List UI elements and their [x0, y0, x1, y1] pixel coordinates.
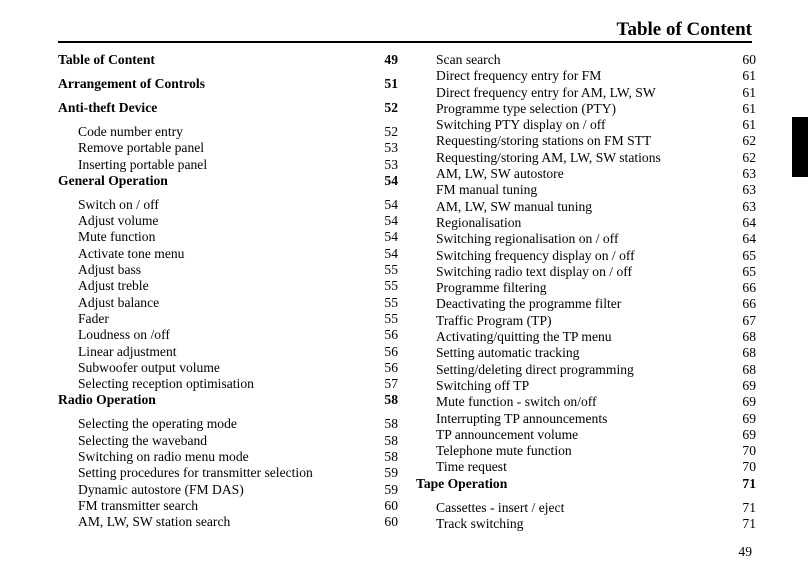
toc-entry	[416, 296, 756, 312]
toc-entry-label: Selecting reception optimisation	[78, 376, 254, 392]
toc-entry-page: 63	[742, 198, 756, 214]
toc-entry	[416, 85, 756, 101]
toc-entry	[58, 482, 398, 498]
toc-entry-page: 60	[742, 52, 756, 67]
toc-entry-page: 64	[742, 214, 756, 230]
toc-entry-page: 63	[742, 182, 756, 198]
toc-entry-label: Track switching	[436, 516, 524, 532]
toc-entry	[58, 262, 398, 278]
toc-entry-page: 64	[742, 231, 756, 247]
toc-section-heading	[58, 52, 398, 76]
page-number: 49	[738, 544, 752, 559]
toc-entry-label: TP announcement volume	[436, 426, 579, 442]
toc-section-heading	[58, 173, 398, 197]
toc-entry	[58, 327, 398, 343]
toc-entry-page: 65	[742, 247, 756, 263]
toc-entry-label: Cassettes - insert / eject	[436, 499, 565, 515]
toc-entry-label: Programme type selection (PTY)	[436, 100, 617, 116]
toc-entry-page: 68	[742, 361, 756, 377]
title-divider	[58, 41, 752, 43]
toc-entry-label: Switching radio text display on / off	[436, 263, 633, 279]
toc-entry-page: 54	[384, 245, 398, 261]
toc-entry-page: 71	[742, 475, 756, 491]
toc-entry-page: 54	[384, 213, 398, 229]
toc-section-heading	[58, 392, 398, 416]
toc-section-heading	[416, 476, 756, 500]
toc-entry	[58, 157, 398, 173]
toc-entry	[416, 248, 756, 264]
toc-entry-page: 68	[742, 329, 756, 345]
toc-entry-page: 66	[742, 280, 756, 296]
toc-entry-page: 61	[742, 68, 756, 84]
toc-entry-page: 62	[742, 133, 756, 149]
toc-entry	[416, 101, 756, 117]
toc-entry-label: Telephone mute function	[436, 443, 572, 459]
toc-entry-page: 49	[384, 52, 398, 67]
toc-entry-page: 53	[384, 156, 398, 172]
toc-entry-label: Activating/quitting the TP menu	[436, 329, 612, 345]
toc-entry-label: Switching on radio menu mode	[78, 449, 249, 465]
toc-entry-page: 55	[384, 310, 398, 326]
toc-entry-label: Selecting the operating mode	[78, 416, 237, 432]
toc-entry	[416, 133, 756, 149]
toc-entry	[416, 394, 756, 410]
toc-entry-page: 55	[384, 278, 398, 294]
toc-entry-page: 63	[742, 166, 756, 182]
toc-entry-label: Requesting/storing stations on FM STT	[436, 133, 652, 149]
toc-entry	[58, 124, 398, 140]
toc-entry-label: Programme filtering	[436, 280, 547, 296]
toc-entry-label: AM, LW, SW station search	[78, 514, 231, 530]
toc-entry	[58, 376, 398, 392]
toc-entry	[58, 229, 398, 245]
toc-entry-page: 58	[384, 416, 398, 432]
toc-entry-label: Tape Operation	[416, 475, 508, 491]
toc-entry-page: 61	[742, 84, 756, 100]
toc-entry	[58, 311, 398, 327]
toc-entry-label: Requesting/storing AM, LW, SW stations	[436, 149, 661, 165]
toc-entry-page: 66	[742, 296, 756, 312]
toc-entry	[416, 500, 756, 516]
toc-entry-page: 54	[384, 196, 398, 212]
toc-entry	[416, 199, 756, 215]
toc-entry-page: 71	[742, 516, 756, 532]
toc-right-column	[416, 52, 756, 532]
toc-entry-label: Mute function - switch on/off	[436, 394, 597, 410]
toc-entry-label: Direct frequency entry for AM, LW, SW	[436, 84, 656, 100]
toc-entry-label: Anti-theft Device	[58, 100, 158, 115]
toc-entry	[416, 117, 756, 133]
toc-entry	[416, 166, 756, 182]
toc-entry-label: Switching off TP	[436, 377, 530, 393]
toc-entry-label: Switch on / off	[78, 196, 159, 212]
toc-entry-label: Activate tone menu	[78, 245, 185, 261]
toc-entry-label: FM manual tuning	[436, 182, 538, 198]
toc-entry-label: FM transmitter search	[78, 497, 199, 513]
toc-entry	[58, 295, 398, 311]
toc-entry-label: Linear adjustment	[78, 343, 177, 359]
toc-entry	[416, 231, 756, 247]
toc-entry-label: Setting/deleting direct programming	[436, 361, 634, 377]
toc-entry	[58, 416, 398, 432]
toc-entry	[416, 215, 756, 231]
toc-entry-page: 55	[384, 294, 398, 310]
toc-entry-page: 71	[742, 499, 756, 515]
toc-section-heading	[58, 76, 398, 100]
toc-entry	[58, 213, 398, 229]
toc-entry-page: 54	[384, 172, 398, 188]
toc-entry-page: 62	[742, 149, 756, 165]
toc-left-column	[58, 52, 398, 531]
toc-entry	[58, 465, 398, 481]
toc-entry-label: Adjust balance	[78, 294, 160, 310]
toc-entry-label: Mute function	[78, 229, 156, 245]
toc-entry-label: Dynamic autostore (FM DAS)	[78, 481, 244, 497]
toc-entry-label: AM, LW, SW autostore	[436, 166, 564, 182]
toc-entry-page: 56	[384, 327, 398, 343]
toc-entry-label: Inserting portable panel	[78, 156, 208, 172]
toc-entry-label: Adjust treble	[78, 278, 149, 294]
toc-entry-page: 52	[384, 124, 398, 139]
toc-entry-label: Setting automatic tracking	[436, 345, 580, 361]
toc-entry-label: Setting procedures for transmitter selection	[78, 465, 313, 481]
toc-entry-page: 59	[384, 465, 398, 481]
toc-entry-page: 67	[742, 312, 756, 328]
toc-entry	[416, 68, 756, 84]
toc-entry-label: Adjust volume	[78, 213, 159, 229]
toc-entry-label: Traffic Program (TP)	[436, 312, 552, 328]
toc-entry-page: 51	[384, 76, 398, 91]
toc-entry	[58, 360, 398, 376]
toc-entry	[416, 182, 756, 198]
toc-entry	[416, 411, 756, 427]
toc-entry	[416, 362, 756, 378]
toc-entry	[416, 264, 756, 280]
toc-entry	[416, 313, 756, 329]
toc-entry-page: 56	[384, 359, 398, 375]
toc-entry-label: Switching regionalisation on / off	[436, 231, 619, 247]
toc-entry	[58, 449, 398, 465]
toc-entry-page: 57	[384, 376, 398, 392]
toc-entry-page: 54	[384, 229, 398, 245]
toc-entry	[58, 140, 398, 156]
toc-entry	[416, 150, 756, 166]
toc-entry	[58, 278, 398, 294]
toc-entry	[416, 443, 756, 459]
toc-entry-page: 58	[384, 392, 398, 408]
toc-entry-label: AM, LW, SW manual tuning	[436, 198, 593, 214]
toc-entry	[416, 378, 756, 394]
toc-entry-label: Remove portable panel	[78, 140, 205, 156]
toc-entry-page: 69	[742, 377, 756, 393]
toc-entry-page: 60	[384, 497, 398, 513]
toc-section-heading	[58, 100, 398, 124]
toc-entry-label: Selecting the waveband	[78, 432, 208, 448]
toc-entry-page: 61	[742, 100, 756, 116]
toc-entry	[416, 52, 756, 68]
toc-entry-page: 58	[384, 432, 398, 448]
page-title: Table of Content	[616, 19, 752, 40]
toc-entry	[416, 345, 756, 361]
toc-entry	[58, 246, 398, 262]
toc-entry-label: Table of Content	[58, 52, 155, 67]
toc-entry-page: 52	[384, 100, 398, 115]
toc-entry-label: Deactivating the programme filter	[436, 296, 622, 312]
toc-entry	[416, 516, 756, 532]
toc-entry-label: Switching PTY display on / off	[436, 117, 606, 133]
toc-entry-page: 70	[742, 459, 756, 475]
toc-entry	[416, 329, 756, 345]
toc-entry	[416, 459, 756, 475]
toc-entry-label: Code number entry	[78, 124, 183, 139]
toc-entry-page: 59	[384, 481, 398, 497]
toc-entry-label: Arrangement of Controls	[58, 76, 205, 91]
toc-entry-page: 68	[742, 345, 756, 361]
toc-entry-page: 60	[384, 514, 398, 530]
toc-entry-label: General Operation	[58, 172, 168, 188]
toc-entry-page: 55	[384, 262, 398, 278]
toc-entry	[58, 197, 398, 213]
toc-entry	[58, 344, 398, 360]
toc-entry-page: 61	[742, 117, 756, 133]
toc-entry-label: Subwoofer output volume	[78, 359, 220, 375]
toc-entry-label: Loudness on /off	[78, 327, 170, 343]
toc-entry	[416, 427, 756, 443]
toc-entry-label: Switching frequency display on / off	[436, 247, 635, 263]
section-edge-tab	[792, 117, 808, 177]
toc-entry-label: Fader	[78, 310, 109, 326]
toc-entry-page: 58	[384, 449, 398, 465]
toc-entry-page: 69	[742, 410, 756, 426]
toc-entry-page: 65	[742, 263, 756, 279]
toc-entry-page: 53	[384, 140, 398, 156]
toc-entry-page: 56	[384, 343, 398, 359]
toc-entry-label: Interrupting TP announcements	[436, 410, 608, 426]
toc-entry	[58, 433, 398, 449]
toc-entry-page: 70	[742, 443, 756, 459]
toc-entry-label: Radio Operation	[58, 392, 156, 408]
toc-entry	[58, 498, 398, 514]
toc-entry	[58, 514, 398, 530]
toc-entry-label: Adjust bass	[78, 262, 142, 278]
toc-entry-label: Scan search	[436, 52, 501, 67]
toc-entry-label: Regionalisation	[436, 214, 522, 230]
toc-entry-label: Time request	[436, 459, 507, 475]
toc-entry	[416, 280, 756, 296]
toc-entry-label: Direct frequency entry for FM	[436, 68, 602, 84]
toc-entry-page: 69	[742, 426, 756, 442]
toc-entry-page: 69	[742, 394, 756, 410]
